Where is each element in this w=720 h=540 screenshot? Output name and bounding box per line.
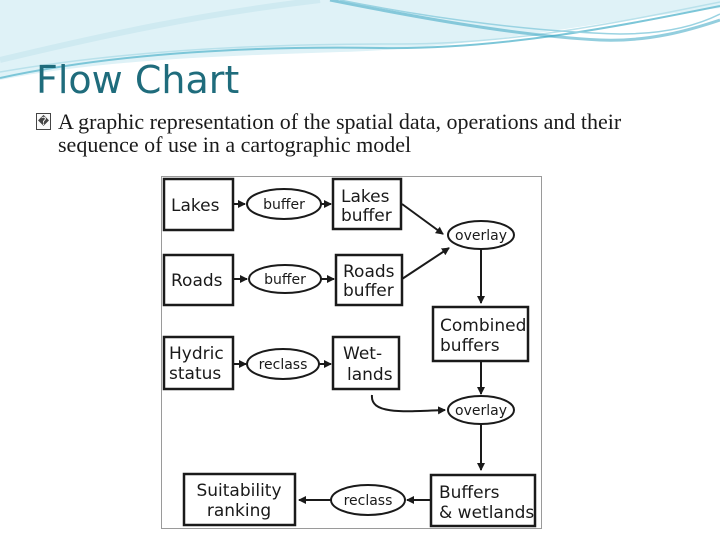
arrow-lakes-buffer-to-overlay xyxy=(402,204,443,234)
data-box-roads-buffer xyxy=(336,255,402,305)
data-box-hydric-status xyxy=(164,337,233,389)
operation-buffer-2 xyxy=(249,265,321,293)
arrow-roads-buffer-to-overlay xyxy=(402,248,449,279)
arrow-wetlands-to-overlay xyxy=(372,395,445,411)
svg-text:overlay: overlay xyxy=(455,403,507,419)
flowchart-diagram xyxy=(161,176,542,529)
svg-text:buffer: buffer xyxy=(264,272,306,288)
svg-text:Roads: Roads xyxy=(343,262,395,282)
data-box-lakes-buffer xyxy=(333,179,401,229)
data-box-roads xyxy=(164,255,233,305)
data-box-lakes xyxy=(164,179,233,230)
svg-text:buffers: buffers xyxy=(440,336,500,356)
svg-text:buffer: buffer xyxy=(343,281,394,301)
svg-text:ranking: ranking xyxy=(206,501,272,521)
svg-text:overlay: overlay xyxy=(455,228,507,244)
svg-text:buffer: buffer xyxy=(341,206,392,226)
svg-text:status: status xyxy=(169,364,222,384)
svg-text:Buffers: Buffers xyxy=(439,483,500,503)
svg-text:Roads: Roads xyxy=(171,271,223,291)
data-box-wetlands xyxy=(333,337,399,389)
data-box-buffers-wetlands xyxy=(431,475,535,526)
svg-text:Lakes: Lakes xyxy=(171,196,220,216)
svg-text:reclass: reclass xyxy=(343,493,393,509)
svg-text:& wetlands: & wetlands xyxy=(439,503,535,523)
operation-overlay-1 xyxy=(448,221,514,249)
operation-buffer-1 xyxy=(247,189,321,219)
svg-text:Suitability: Suitability xyxy=(196,481,282,501)
svg-text:Combined: Combined xyxy=(440,316,527,336)
operation-reclass-1 xyxy=(247,349,319,379)
bullet-item xyxy=(36,110,676,156)
svg-text:buffer: buffer xyxy=(263,197,305,213)
svg-text:reclass: reclass xyxy=(258,357,308,373)
bullet-text: A graphic representation of the spatial data, operations and their sequence of use in a cartographic model xyxy=(58,109,622,157)
bullet-glyph-icon: � xyxy=(37,115,50,128)
operation-reclass-2 xyxy=(331,485,405,515)
slide-title: Flow Chart xyxy=(36,58,240,102)
operation-overlay-2 xyxy=(448,396,514,424)
svg-text:lands: lands xyxy=(347,365,393,385)
data-box-combined-buffers xyxy=(433,307,528,361)
svg-text:Wet-: Wet- xyxy=(343,344,383,364)
svg-text:Hydric: Hydric xyxy=(169,344,224,364)
svg-text:Lakes: Lakes xyxy=(341,187,390,207)
data-box-suitability-ranking xyxy=(184,474,295,525)
